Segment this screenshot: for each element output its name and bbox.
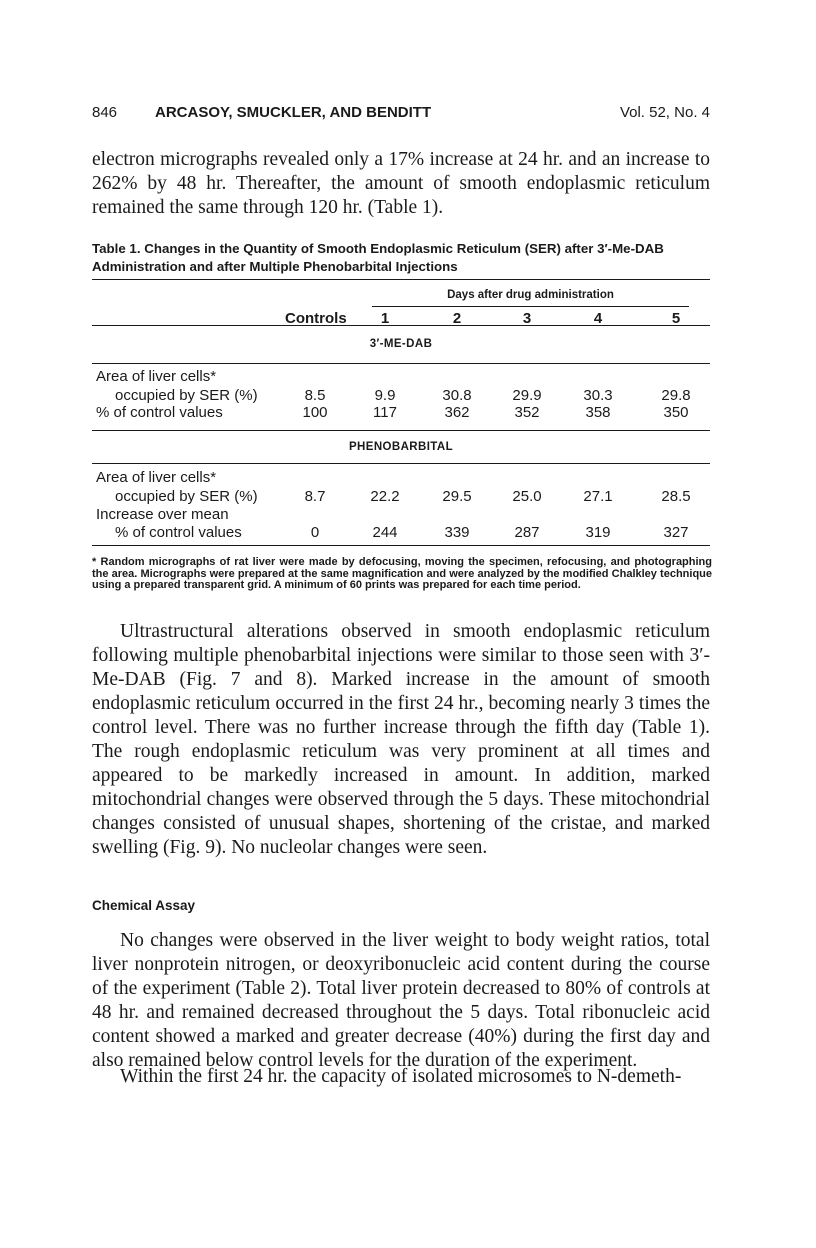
- page-number: 846: [92, 104, 118, 121]
- table-cell: 352: [514, 404, 540, 421]
- volume-info: Vol. 52, No. 4: [619, 104, 710, 121]
- running-authors: ARCASOY, SMUCKLER, AND BENDITT: [155, 104, 432, 121]
- table-cell: 30.3: [583, 387, 613, 404]
- row-label: Increase over mean: [96, 506, 229, 523]
- table-cell: 30.8: [442, 387, 472, 404]
- column-spanner: Days after drug administration: [447, 289, 614, 301]
- col-head-day2: 2: [452, 310, 462, 327]
- row-label: Area of liver cells*: [96, 368, 217, 385]
- table-cell: 327: [663, 524, 689, 541]
- table-cell: 0: [310, 524, 320, 541]
- row-label: occupied by SER (%): [115, 387, 258, 404]
- table-cell: 8.7: [304, 488, 326, 505]
- table-cell: 287: [514, 524, 540, 541]
- table-cell: 244: [372, 524, 398, 541]
- table-cell: 22.2: [370, 488, 400, 505]
- table-cell: 27.1: [583, 488, 613, 505]
- table-cell: 362: [444, 404, 470, 421]
- table-cell: 8.5: [304, 387, 326, 404]
- section1-rule: [92, 363, 710, 364]
- section-title-me-dab: 3′-ME-DAB: [369, 338, 433, 350]
- table-cell: 29.9: [512, 387, 542, 404]
- table-cell: 29.8: [661, 387, 691, 404]
- running-header: [92, 104, 710, 126]
- table-cell: 350: [663, 404, 689, 421]
- section2-rule: [92, 463, 710, 464]
- spanner-rule: [372, 306, 689, 307]
- table-cell: 9.9: [374, 387, 396, 404]
- paragraph: Within the first 24 hr. the capacity of isolated microsomes to N-demeth-: [120, 1066, 682, 1087]
- table-cell: 339: [444, 524, 470, 541]
- col-head-day4: 4: [593, 310, 603, 327]
- row-label: % of control values: [115, 524, 242, 541]
- table-top-rule: [92, 279, 710, 280]
- col-head-controls: Controls: [285, 310, 347, 327]
- table-cell: 29.5: [442, 488, 472, 505]
- table-cell: 25.0: [512, 488, 542, 505]
- table-caption: Table 1. Changes in the Quantity of Smooth Endoplasmic Reticulum (SER) after 3′-Me-DAB Administration and after Multiple Phenobarbital Injections: [92, 241, 664, 274]
- col-head-day5: 5: [671, 310, 681, 327]
- table-footnote: * Random micrographs of rat liver were made by defocusing, moving the specimen, refocusing, and photographing the area. Micrographs were prepared at the same magnification and were analyzed by the modified Chalkley technique using a prepared transparent grid. A minimum of 60 prints was prepared for each time period.: [92, 556, 712, 591]
- row-label: Area of liver cells*: [96, 469, 217, 486]
- section-heading: Chemical Assay: [92, 898, 196, 913]
- table-cell: 319: [585, 524, 611, 541]
- col-head-day3: 3: [522, 310, 532, 327]
- col-head-day1: 1: [380, 310, 390, 327]
- paragraph: Ultrastructural alterations observed in smooth endoplasmic reticulum following multiple phenobarbital injections were similar to those seen with 3′-Me-DAB (Fig. 7 and 8). Marked increase in the amount of smooth endoplasmic reticulum occurred in the first 24 hr., becoming nearly 3 times the control level. There was no further increase through the fifth day (Table 1). The rough endoplasmic reticulum was very prominent at all times and appeared to be markedly increased in amount. In addition, marked mitochondrial changes were observed through the 5 days. These mitochondrial changes consisted of unusual shapes, shortening of the cristae, and marked swelling (Fig. 9). No nucleolar changes were seen.: [92, 621, 710, 858]
- row-label: % of control values: [96, 404, 223, 421]
- table-cell: 100: [302, 404, 328, 421]
- row-label: occupied by SER (%): [115, 488, 258, 505]
- table-cell: 28.5: [661, 488, 691, 505]
- section-title-phenobarbital: PHENOBARBITAL: [348, 441, 453, 453]
- table-bottom-rule: [92, 545, 710, 546]
- table-cell: 358: [585, 404, 611, 421]
- table-cell: 117: [373, 404, 397, 421]
- paragraph-continuation: electron micrographs revealed only a 17% increase at 24 hr. and an increase to 262% by 48 hr. Thereafter, the amount of smooth endoplasmic reticulum remained the same through 120 hr. (Table 1).: [92, 149, 710, 218]
- section2-top-rule: [92, 430, 710, 431]
- paragraph: No changes were observed in the liver weight to body weight ratios, total liver nonprotein nitrogen, or deoxyribonucleic acid content during the course of the experiment (Table 2). Total liver protein decreased to 80% of controls at 48 hr. and remained decreased throughout the 5 days. Total ribonucleic acid content showed a marked and greater decrease (40%) during the first day and also remained below control levels for the duration of the experiment.: [92, 930, 710, 1071]
